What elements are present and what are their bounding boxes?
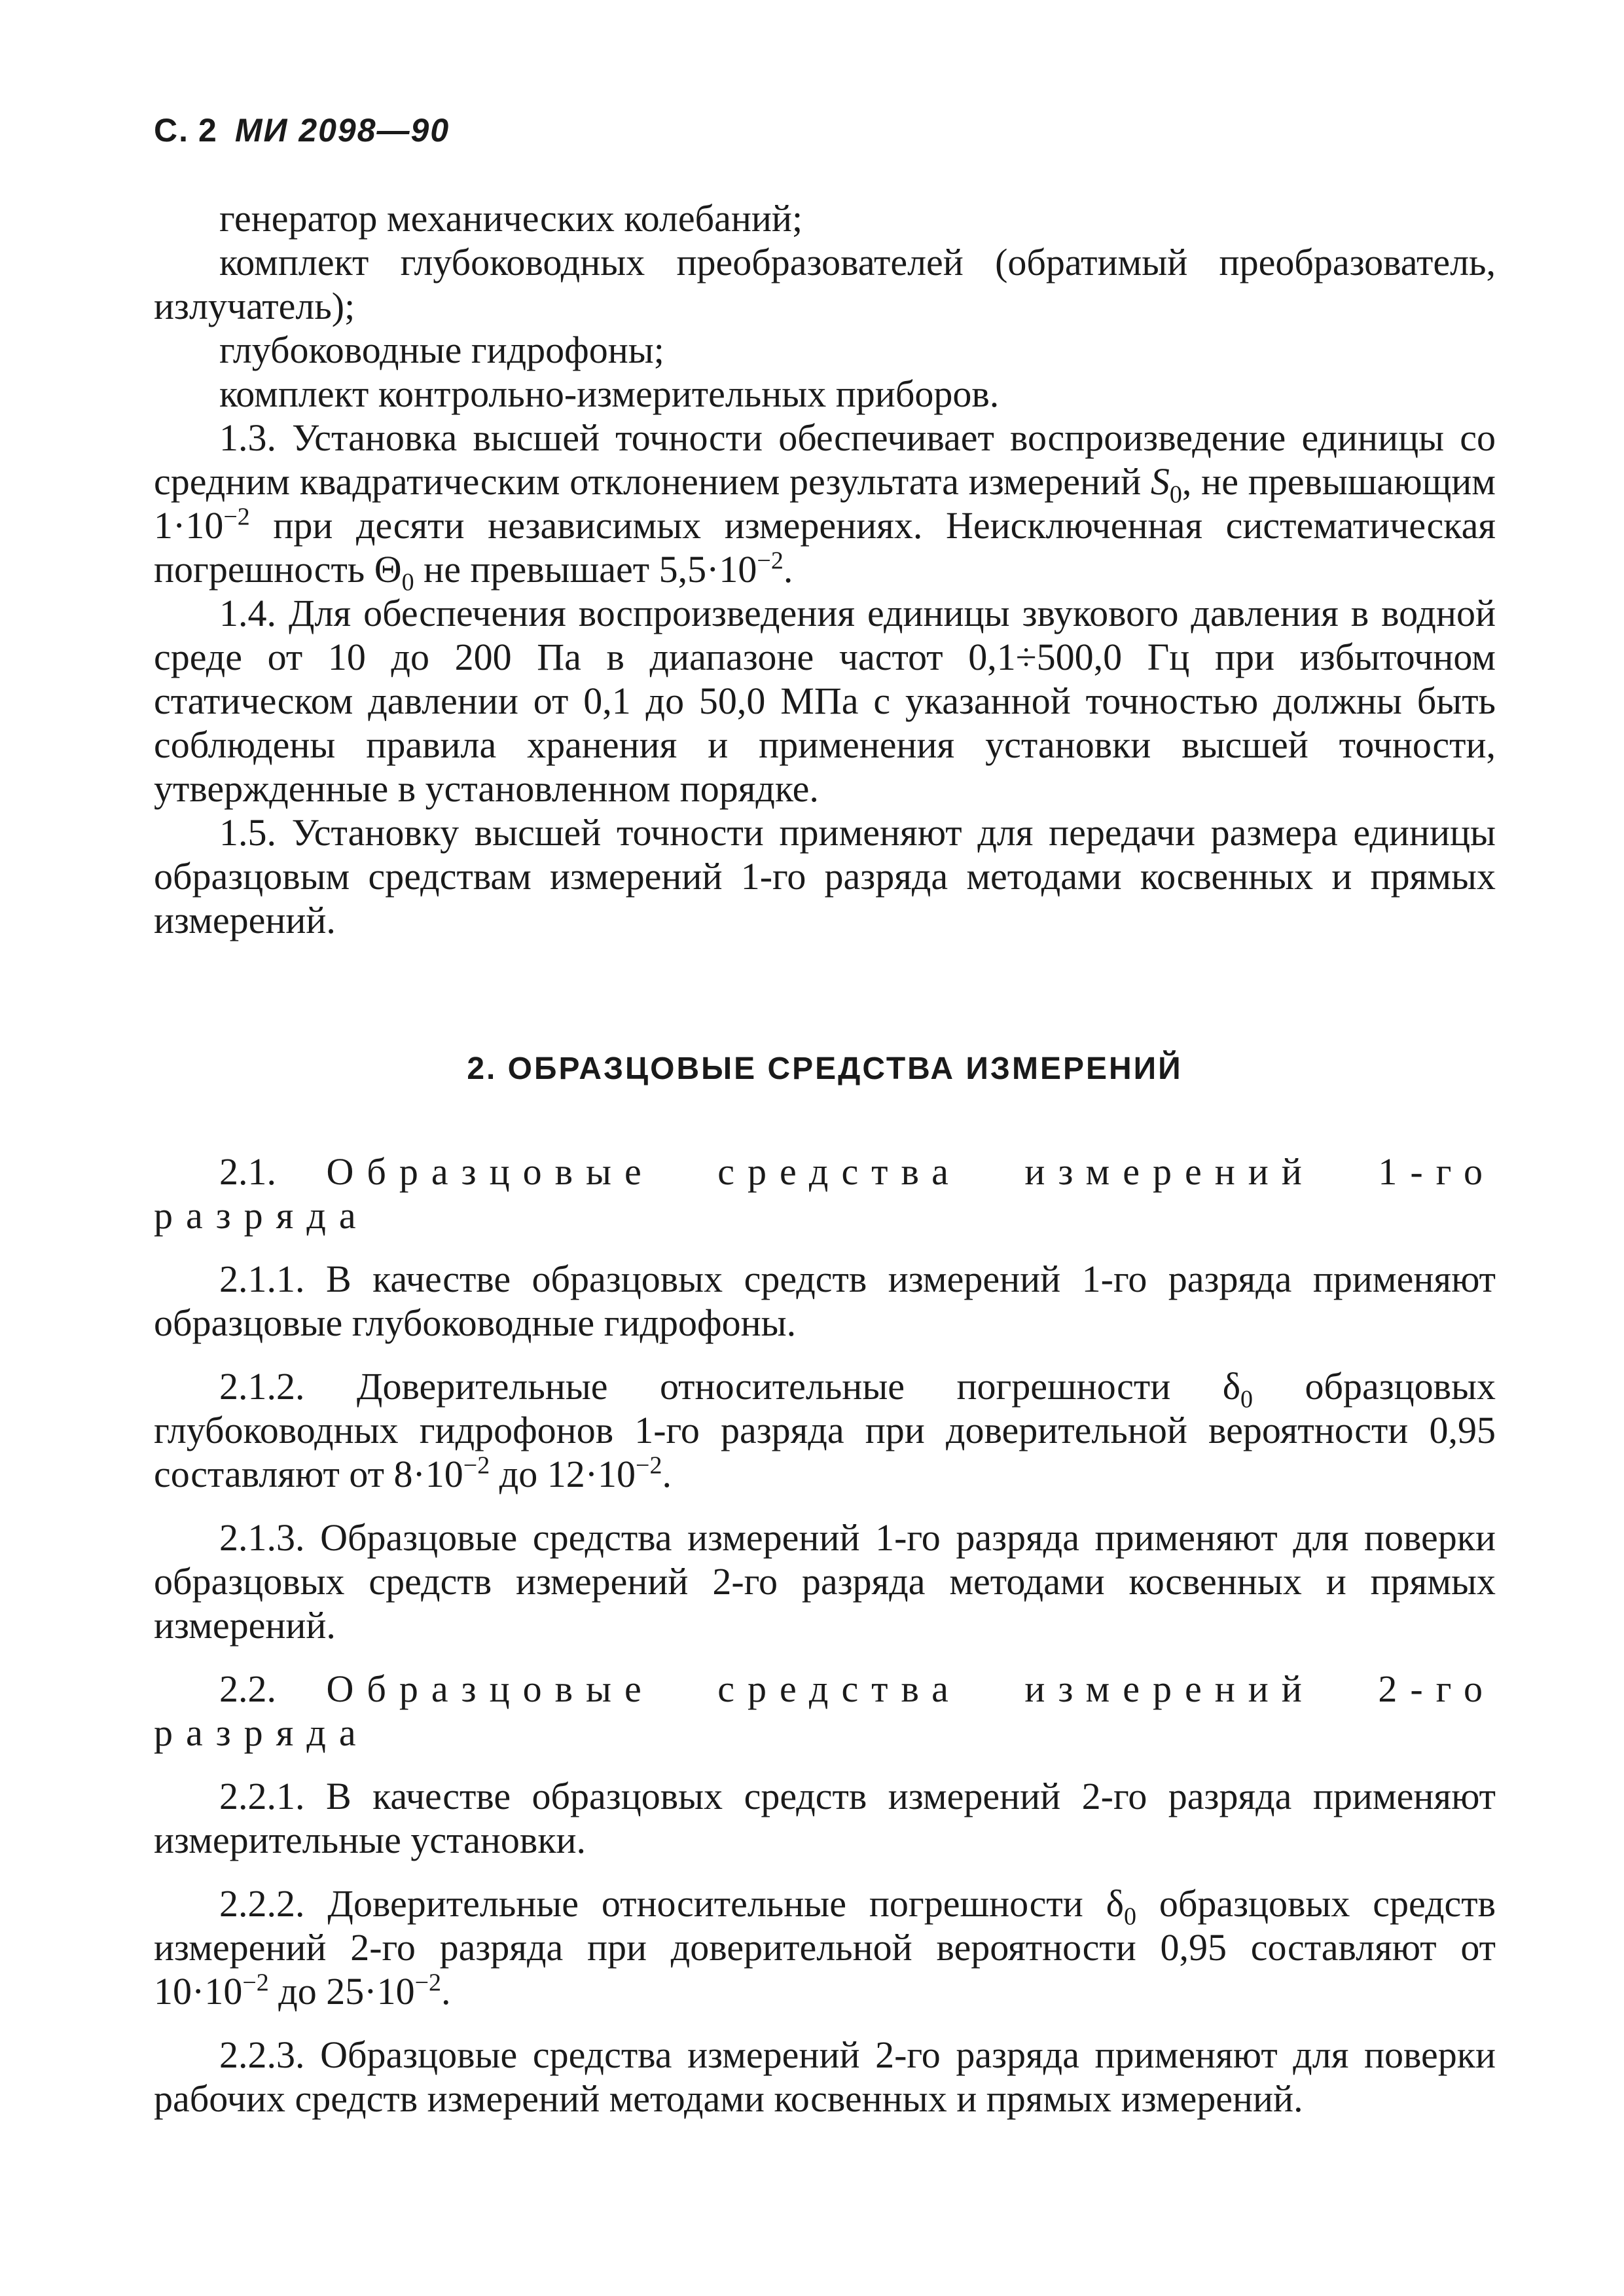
p2-1-2-text-d: .	[662, 1453, 672, 1495]
p2-1-2-text-b: образцовых глубоководных гидрофонов 1-го разряда при доверительной вероятности 0,95 составляют от 8·10	[154, 1365, 1496, 1495]
section-title: 2. ОБРАЗЦОВЫЕ СРЕДСТВА ИЗМЕРЕНИЙ	[467, 1051, 1183, 1086]
paragraph-2-1-3: 2.1.3. Образцовые средства измерений 1-го разряда применяют для поверки образцовых средств измерений 2-го разряда методами косвенных и прямых измерений.	[154, 1516, 1496, 1647]
heading-number: 2.2.	[219, 1667, 276, 1710]
paragraph-2-1-2	[154, 1364, 1496, 1496]
p1-3-text-e: .	[783, 548, 793, 591]
list-item: комплект глубоководных преобразователей (обратимый преобразователь, излучатель);	[154, 241, 1496, 327]
subscript: 0	[1169, 481, 1182, 509]
paragraph-2-2-2	[154, 1882, 1496, 2013]
exponent: −2	[636, 1451, 662, 1480]
heading-text: Образцовые средства измерений 1-го разряда	[154, 1150, 1496, 1237]
list-item: глубоководные гидрофоны;	[219, 329, 664, 371]
p2-1-2-text-a: 2.1.2. Доверительные относительные погрешности δ	[219, 1365, 1241, 1408]
document-code: МИ 2098—90	[234, 112, 450, 149]
exponent: −2	[757, 547, 784, 575]
p1-3-text-b: , не превышающим 1·10	[154, 460, 1496, 547]
running-header	[154, 111, 450, 149]
paragraph-2-2-1: 2.2.1. В качестве образцовых средств измерений 2-го разряда применяют измерительные установки.	[154, 1775, 1496, 1861]
p2-1-2-text-c: до 12·10	[490, 1453, 636, 1495]
paragraph-1-5: 1.5. Установку высшей точности применяют для передачи размера единицы образцовым средствам измерений 1-го разряда методами косвенных и прямых измерений.	[154, 811, 1496, 941]
paragraph-1-3	[154, 416, 1496, 596]
paragraph-1-4: 1.4. Для обеспечения воспроизведения единицы звукового давления в водной среде от 10 до 200 Па в диапазоне частот 0,1÷500,0 Гц при избыточном статическом давлении от 0,1 до 50,0 МПа с указанной точностью должны быть соблюдены правила хранения и применения установки высшей точности, утвержденные в установленном порядке.	[154, 592, 1496, 810]
subscript: 0	[401, 568, 414, 596]
page-label: С.	[154, 112, 189, 149]
p1-3-text-c: при десяти независимых измерениях. Неисключенная систематическая погрешность Θ	[154, 504, 1496, 591]
document-body	[154, 196, 1496, 2121]
page-number: 2	[198, 112, 218, 149]
paragraph-2-1-1: 2.1.1. В качестве образцовых средств измерений 1-го разряда применяют образцовые глубоководные гидрофоны.	[154, 1258, 1496, 1344]
subscript: 0	[1240, 1385, 1254, 1413]
heading-text: Образцовые средства измерений 2-го разряда	[154, 1667, 1496, 1754]
paragraph-2-2-3: 2.2.3. Образцовые средства измерений 2-го разряда применяют для поверки рабочих средств измерений методами косвенных и прямых измерений.	[154, 2033, 1496, 2120]
p1-3-text-a: 1.3. Установка высшей точности обеспечивает воспроизведение единицы со средним квадратическим отклонением результата измерений	[154, 416, 1496, 503]
p2-2-2-text-a: 2.2.2. Доверительные относительные погрешности δ	[219, 1882, 1124, 1925]
p2-2-2-text-c: до 25·10	[268, 1970, 415, 2013]
heading-number: 2.1.	[219, 1150, 276, 1193]
exponent: −2	[242, 1969, 269, 1997]
subsection-heading-2-2	[154, 1667, 1496, 1755]
p2-2-2-text-b: образцовых средств измерений 2-го разряда при доверительной вероятности 0,95 составляют от 10·10	[154, 1882, 1496, 2013]
subsection-heading-2-1	[154, 1150, 1496, 1237]
exponent: −2	[414, 1969, 442, 1997]
list-item: комплект контрольно-измерительных приборов.	[219, 373, 1000, 415]
p2-2-2-text-d: .	[441, 1970, 451, 2013]
subscript: 0	[1123, 1903, 1136, 1931]
list-item: генератор механических колебаний;	[219, 197, 803, 240]
p1-3-text-d: не превышает 5,5·10	[414, 548, 757, 591]
exponent: −2	[223, 503, 250, 531]
exponent: −2	[463, 1451, 490, 1480]
symbol-s: S	[1150, 460, 1170, 503]
